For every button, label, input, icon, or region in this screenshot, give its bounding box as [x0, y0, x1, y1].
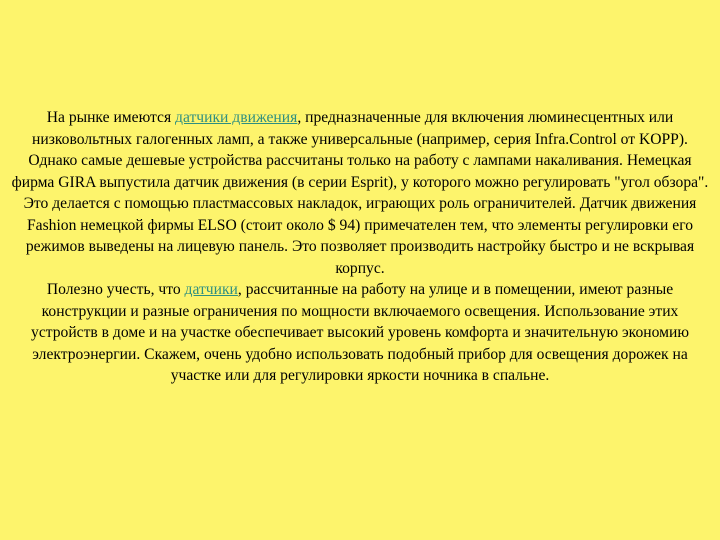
paragraph-sensors-usage [8, 279, 712, 387]
paragraph2-text-start: Полезно учесть, что [46, 281, 185, 298]
paragraph1-text-end: , предназначенные для включения люминесцентных или низковольтных галогенных ламп, а также универсальные (например, серия Infra.Control от KOPP). Однако самые дешевые устройства рассчитаны только на работу с лампами накаливания. Немецкая фирма GIRA выпустила датчик движения (в серии Esprit), у которого можно регулировать "угол обзора". Это делается с помощью пластмассовых накладок, играющих роль ограничителей. Датчик движения Fashion немецкой фирмы ELSO (стоит около $ 94) примечателен тем, что элементы регулировки его режимов выведены на лицевую панель. Это позволяет производить настройку быстро и не вскрывая корпус. [11, 109, 709, 277]
body-text [8, 107, 712, 387]
paragraph1-text-start: На рынке имеются [46, 109, 176, 126]
paragraph-motion-sensors [8, 107, 712, 279]
motion-sensors-link[interactable]: датчики движения [175, 109, 298, 126]
paragraph2-text-end: , рассчитанные на работу на улице и в помещении, имеют разные конструкции и разные ограничения по мощности включаемого освещения. Использование этих устройств в доме и на участке обеспечивает высокий уровень комфорта и значительную экономию электроэнергии. Скажем, очень удобно использовать подобный прибор для освещения дорожек на участке или для регулировки яркости ночника в спальне. [31, 281, 689, 384]
sensors-link[interactable]: датчики [184, 281, 238, 298]
